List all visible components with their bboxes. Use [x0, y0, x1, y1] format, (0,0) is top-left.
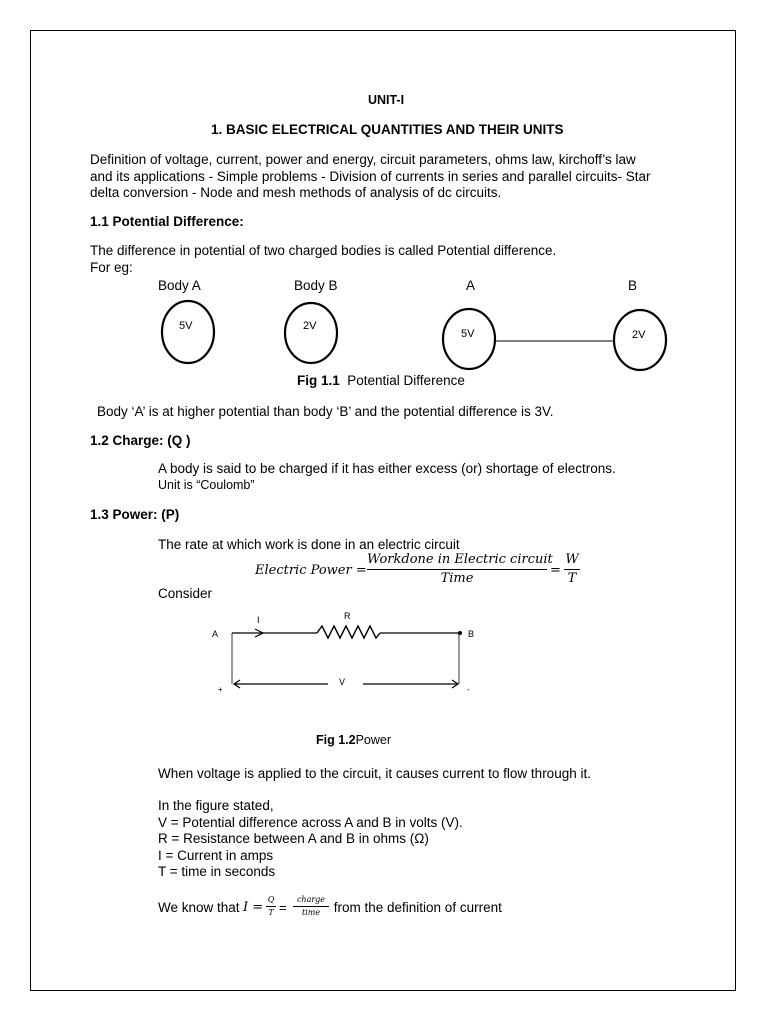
section-1-1-heading: 1.1 Potential Difference: [90, 214, 244, 229]
node-a-label: A [212, 629, 219, 639]
frac-t: T [268, 908, 274, 917]
formula-rhs-denominator: T [567, 571, 577, 586]
formula-numerator: Workdone in Electric circuit [367, 552, 553, 567]
formula-equals: = [550, 563, 561, 578]
current-formula-line [158, 894, 558, 924]
frac-q: Q [267, 895, 275, 904]
current-suffix: from the definition of current [330, 900, 502, 915]
current-var: I = [243, 900, 264, 915]
current-prefix: We know that [158, 900, 244, 915]
charge-unit: Unit is “Coulomb” [158, 478, 255, 492]
potential-difference-figure [0, 270, 768, 380]
pd-conclusion: Body ‘A’ is at higher potential than body ‘B’ and the potential difference is 3V. [97, 404, 554, 419]
consider-label: Consider [158, 586, 213, 601]
section-1-3-heading: 1.3 Power: (P) [90, 507, 180, 522]
body-a-circle [162, 301, 214, 363]
syllabus-line: delta conversion - Node and mesh methods of analysis of dc circuits. [90, 185, 502, 200]
chapter-title: 1. BASIC ELECTRICAL QUANTITIES AND THEIR UNITS [211, 122, 564, 137]
power-circuit-figure [205, 600, 490, 705]
pd-definition: The difference in potential of two charged bodies is called Potential difference. [90, 243, 557, 258]
voltage-applied-text: When voltage is applied to the circuit, it causes current to flow through it. [158, 766, 591, 781]
fig-1-1-number: Fig 1.1 [297, 373, 340, 388]
fig-1-1-title: Potential Difference [339, 373, 465, 388]
frac-charge: charge [296, 895, 326, 904]
fig-1-2-title: Power [355, 733, 392, 747]
formula-rhs-numerator: W [565, 552, 579, 567]
definition-r: R = Resistance between A and B in ohms (Ω) [158, 831, 429, 846]
resistor-symbol [317, 626, 380, 638]
syllabus-line: and its applications - Simple problems - Division of currents in series and parallel circuits- Star [90, 168, 651, 184]
voltage-label: V [339, 677, 346, 687]
b-label: B [628, 278, 638, 293]
formula-denominator: Time [440, 571, 474, 586]
definitions-intro: In the figure stated, [158, 798, 274, 813]
definition-i: I = Current in amps [158, 847, 274, 863]
definition-v: V = Potential difference across A and B in volts (V). [158, 814, 463, 830]
syllabus-paragraph [90, 152, 650, 202]
node-b-label: B [468, 629, 475, 639]
unit-title: UNIT-I [367, 93, 405, 107]
body-a-value: 5V [179, 320, 193, 332]
frac-bar-2 [293, 906, 329, 907]
minus-label: - [467, 685, 470, 694]
body-b-circle [285, 303, 337, 363]
definition-t: T = time in seconds [158, 864, 276, 879]
formula-bar [367, 569, 547, 570]
frac-bar-1 [266, 906, 276, 907]
body-a-label: Body A [158, 278, 201, 293]
fig-1-2-number: Fig 1.2 [316, 733, 356, 747]
section-1-2-heading: 1.2 Charge: (Q ) [90, 433, 191, 448]
body-b-value: 2V [303, 320, 317, 332]
charge-definition: A body is said to be charged if it has either excess (or) shortage of electrons. [158, 461, 616, 476]
frac-time: time [301, 908, 321, 917]
power-definition: The rate at which work is done in an electric circuit [158, 537, 460, 552]
current-label: I [257, 615, 260, 625]
power-formula [255, 552, 585, 588]
fig-1-1-caption [297, 373, 465, 388]
plus-label: + [218, 685, 223, 694]
fig-1-2-caption [316, 733, 391, 747]
syllabus-line: Definition of voltage, current, power and energy, circuit parameters, ohms law, kirchoff’s law [90, 152, 636, 167]
resistor-label: R [344, 611, 351, 621]
b-value: 2V [632, 329, 646, 341]
formula-lhs: Electric Power = [255, 563, 367, 578]
for-eg-label: For eg: [90, 259, 133, 275]
variable-definitions [158, 798, 463, 881]
body-b-label: Body B [294, 278, 338, 293]
current-eq: = [279, 900, 287, 915]
a-value: 5V [461, 328, 475, 340]
a-label: A [466, 278, 476, 293]
formula-rhs-bar [564, 569, 580, 570]
